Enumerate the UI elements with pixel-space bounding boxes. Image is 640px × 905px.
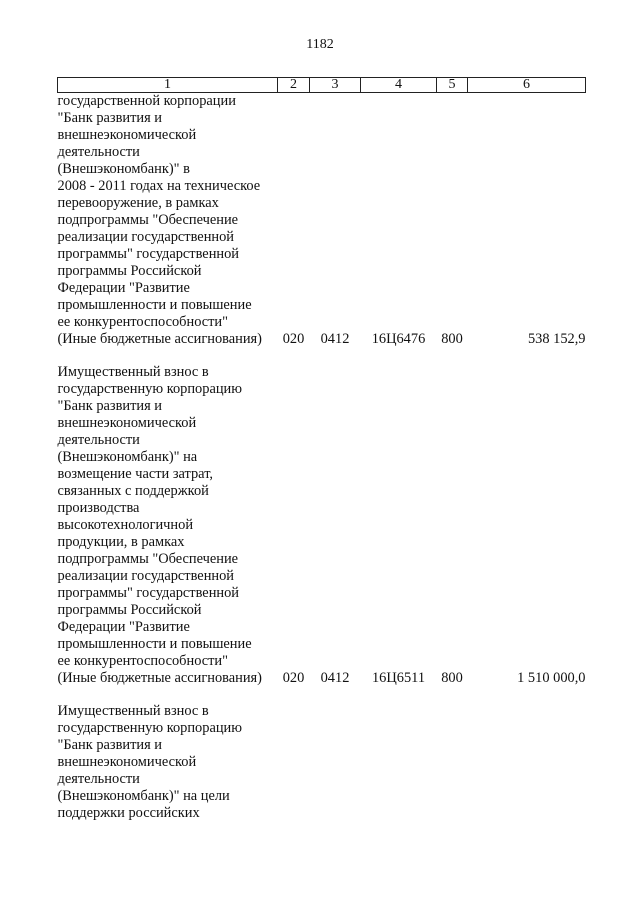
table-row <box>58 364 586 687</box>
target-article-code: 16Ц6511 <box>371 670 426 686</box>
column-header-5: 5 <box>437 78 468 93</box>
ministry-code: 020 <box>282 670 305 686</box>
table-row <box>58 703 586 822</box>
amount <box>468 703 586 822</box>
table-row <box>58 93 586 349</box>
section-code: 0412 <box>320 331 350 347</box>
section-code: 0412 <box>320 670 350 686</box>
section-code <box>310 703 361 822</box>
row-spacer <box>58 348 586 364</box>
table-header-row <box>58 78 586 93</box>
column-header-1: 1 <box>58 78 278 93</box>
row-description: Имущественный взнос в государственную корпорацию "Банк развития и внешнеэкономической деятельности (Внешэкономбанк)" на цели поддержки российских <box>57 703 242 821</box>
budget-table <box>57 77 586 822</box>
target-article-code: 16Ц6476 <box>371 331 426 347</box>
column-header-2: 2 <box>278 78 310 93</box>
ministry-code: 020 <box>282 331 305 347</box>
column-header-6: 6 <box>468 78 586 93</box>
expense-type-code: 800 <box>441 331 463 347</box>
column-header-3: 3 <box>310 78 361 93</box>
ministry-code <box>278 703 310 822</box>
expense-type-code <box>437 703 468 822</box>
expense-type-code: 800 <box>441 670 463 686</box>
amount: 1 510 000,0 <box>517 670 586 686</box>
column-header-4: 4 <box>361 78 437 93</box>
amount: 538 152,9 <box>527 331 586 347</box>
row-description: государственной корпорации "Банк развития и внешнеэкономической деятельности (Внешэкономбанк)" в 2008 - 2011 годах на техническое перевооружение, в рамках подпрограммы "Обеспечение реализации государственной программы" государственной программы Российской Федерации "Развитие промышленности и повышение ее конкурентоспособности" (Иные бюджетные ассигнования) <box>57 93 262 347</box>
target-article-code <box>361 703 437 822</box>
row-description: Имущественный взнос в государственную корпорацию "Банк развития и внешнеэкономической деятельности (Внешэкономбанк)" на возмещение части затрат, связанных с поддержкой производства высокотехнологичной продукции, в рамках подпрограммы "Обеспечение реализации государственной программы" государственной программы Российской Федерации "Развитие промышленности и повышение ее конкурентоспособности" (Иные бюджетные ассигнования) <box>57 364 262 686</box>
page-number: 1182 <box>306 37 334 52</box>
row-spacer <box>58 687 586 703</box>
